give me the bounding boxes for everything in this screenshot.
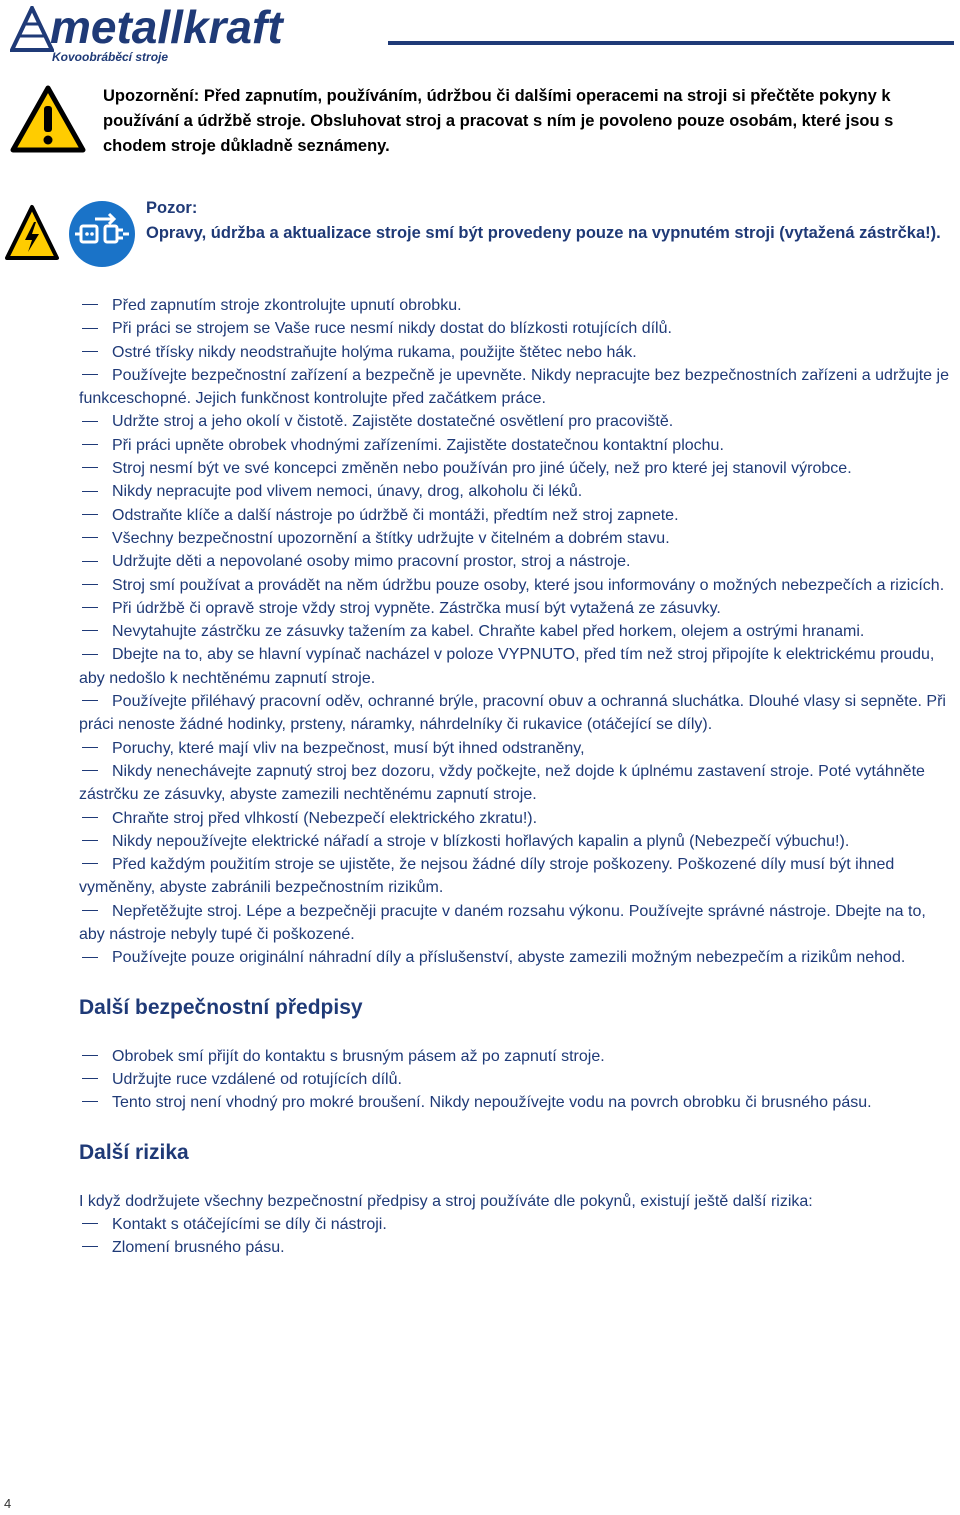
list-item-text: Udržte stroj a jeho okolí v čistotě. Zajistěte dostatečné osvětlení pro pracoviště. (112, 413, 674, 431)
dash-bullet-icon (82, 467, 98, 468)
list-item-text: Před zapnutím stroje zkontrolujte upnutí obrobku. (112, 297, 462, 314)
list-item (79, 480, 949, 503)
pozor-text (146, 196, 946, 246)
list-item-text: Kontakt s otáčejícími se díly či nástroji. (112, 1215, 387, 1233)
list-item (79, 1045, 949, 1068)
list-item-text: Všechny bezpečnostní upozornění a štítky udržujte v čitelném a dobrém stavu. (112, 529, 670, 547)
list-item-text: Udržujte ruce vzdálené od rotujících dílů. (112, 1070, 402, 1088)
list-item (79, 457, 949, 480)
safety-content (79, 294, 949, 1259)
list-item-text: Při údržbě či opravě stroje vždy stroj vypněte. Zástrčka musí být vytažená ze zásuvky. (112, 599, 721, 617)
dash-bullet-icon (82, 304, 98, 305)
list-item (79, 643, 949, 690)
warning-triangle-icon (10, 84, 86, 154)
logo-subtitle: Kovoobráběcí stroje (52, 50, 169, 64)
section-heading-predpisy: Další bezpečnostní předpisy (79, 995, 363, 1019)
list-item (79, 690, 949, 737)
list-item (79, 1068, 949, 1091)
list-item (79, 504, 949, 527)
dash-bullet-icon (82, 444, 98, 445)
dash-bullet-icon (82, 1078, 98, 1079)
list-item (79, 1213, 949, 1236)
dash-bullet-icon (82, 1101, 98, 1102)
list-item-text: Používejte přiléhavý pracovní oděv, ochranné brýle, pracovní obuv a ochranná sluchátka. Dlouhé vlasy si sepněte. Při práci nenoste žádné hodinky, prsteny, náramky, náhrdelníky či rukavice (otáčející se díly). (79, 693, 946, 734)
list-item-text: Nikdy nepoužívejte elektrické nářadí a stroje v blízkosti hořlavých kapalin a plynů (Nebezpečí výbuchu!). (112, 832, 850, 850)
dash-bullet-icon (82, 561, 98, 562)
list-item-text: Používejte bezpečnostní zařízení a bezpečně je upevněte. Nikdy nepracujte bez bezpečnostních zařízeni a udržujte je funkceschopné. Jejich funkčnost kontrolujte před začátkem práce. (79, 366, 949, 408)
list-item-text: Stroj nesmí být ve své koncepci změněn nebo používán pro jiné účely, než pro které jej stanovil výrobce. (112, 460, 852, 478)
dash-bullet-icon (82, 654, 98, 655)
list-item (79, 807, 949, 830)
list-item-text: Odstraňte klíče a další nástroje po údržbě či montáži, předtím než stroj zapnete. (112, 506, 679, 524)
list-item (79, 597, 949, 620)
list-item-text: Nepřetěžujte stroj. Lépe a bezpečněji pracujte v daném rozsahu výkonu. Používejte správné nástroje. Dbejte na to, aby nástroje nebyly tupé či poškozené. (79, 902, 926, 944)
rizika-list (79, 1213, 949, 1260)
list-item-text: Při práci upněte obrobek vhodnými zařízeními. Zajistěte dostatečnou kontaktní plochu. (112, 436, 724, 454)
list-item-text: Nikdy nenechávejte zapnutý stroj bez dozoru, vždy počkejte, než dojde k úplnému zastavení stroje. Poté vytáhněte zástrčku ze zásuvky, abyste zamezili nechtěnému zapnutí stroje. (79, 762, 925, 804)
dash-bullet-icon (82, 817, 98, 818)
list-item-text: Při práci se strojem se Vaše ruce nesmí nikdy dostat do blízkosti rotujících dílů. (112, 320, 672, 338)
list-item (79, 1091, 949, 1114)
list-item-text: Udržujte děti a nepovolané osoby mimo pracovní prostor, stroj a nástroje. (112, 553, 631, 571)
dash-bullet-icon (82, 630, 98, 631)
page-number: 4 (4, 1496, 12, 1511)
list-item (79, 410, 949, 433)
dash-bullet-icon (82, 584, 98, 585)
list-item (79, 760, 949, 807)
list-item (79, 527, 949, 550)
list-item (79, 574, 949, 597)
list-item (79, 434, 949, 457)
list-item-text: Dbejte na to, aby se hlavní vypínač nacházel v poloze VYPNUTO, před tím než stroj připojíte k elektrickému proudu, aby nedošlo k nechtěnému zapnutí stroje. (79, 646, 935, 687)
list-item-text: Tento stroj není vhodný pro mokré broušení. Nikdy nepoužívejte vodu na povrch obrobku či brusného pásu. (112, 1094, 872, 1112)
list-item-text: Před každým použitím stroje se ujistěte, že nejsou žádné díly stroje poškozeny. Poškozené díly musí být ihned vyměněny, abyste zabránili bezpečnostním rizikům. (79, 856, 895, 897)
pozor-title: Pozor: (146, 199, 198, 217)
logo-mark-icon (10, 6, 54, 56)
list-item (79, 294, 949, 317)
pozor-body: Opravy, údržba a aktualizace stroje smí být provedeny pouze na vypnutém stroji (vytažená zástrčka!). (146, 224, 941, 242)
list-item (79, 620, 949, 643)
list-item-text: Ostré třísky nikdy neodstraňujte holýma rukama, použijte štětec nebo hák. (112, 343, 637, 361)
logo-text: metallkraft (50, 1, 283, 53)
unplug-icon (67, 199, 137, 269)
list-item (79, 853, 949, 900)
dash-bullet-icon (82, 351, 98, 352)
dash-bullet-icon (82, 537, 98, 538)
list-item-text: Stroj smí používat a provádět na něm údržbu pouze osoby, které jsou informovány o možných nebezpečích a rizicích. (112, 576, 945, 594)
dash-bullet-icon (82, 607, 98, 608)
safety-list (79, 294, 949, 970)
dash-bullet-icon (82, 700, 98, 701)
list-item-text: Chraňte stroj před vlhkostí (Nebezpečí elektrického zkratu!). (112, 809, 538, 827)
dash-bullet-icon (82, 747, 98, 748)
metallkraft-logo (10, 2, 370, 68)
rizika-intro: I když dodržujete všechny bezpečnostní předpisy a stroj používáte dle pokynů, existují ještě další rizika: (79, 1192, 813, 1210)
list-item-text: Zlomení brusného pásu. (112, 1239, 285, 1257)
header-rule (388, 41, 954, 45)
dash-bullet-icon (82, 910, 98, 911)
dash-bullet-icon (82, 957, 98, 958)
list-item (79, 341, 949, 364)
dash-bullet-icon (82, 770, 98, 771)
page-header (0, 0, 960, 70)
warning-text: Upozornění: Před zapnutím, používáním, údržbou či dalšími operacemi na stroji si přečtěte pokyny k používání a údržbě stroje. Obsluhovat stroj a pracovat s ním je povoleno pouze osobám, které jsou s chodem stroje důkladně seznámeny. (103, 87, 894, 155)
dash-bullet-icon (82, 840, 98, 841)
list-item (79, 946, 949, 969)
list-item (79, 364, 949, 411)
dash-bullet-icon (82, 514, 98, 515)
section-heading-rizika: Další rizika (79, 1140, 189, 1164)
list-item (79, 900, 949, 947)
list-item-text: Obrobek smí přijít do kontaktu s brusným pásem až po zapnutí stroje. (112, 1047, 605, 1065)
list-item-text: Nikdy nepracujte pod vlivem nemoci, únavy, drog, alkoholu či léků. (112, 483, 583, 501)
dash-bullet-icon (82, 328, 98, 329)
list-item-text: Poruchy, které mají vliv na bezpečnost, musí být ihned odstraněny, (112, 739, 585, 757)
list-item-text: Používejte pouze originální náhradní díly a příslušenství, abyste zamezili možným nebezpečím a rizikům nehod. (112, 949, 906, 967)
dash-bullet-icon (82, 1055, 98, 1056)
dash-bullet-icon (82, 491, 98, 492)
dash-bullet-icon (82, 1223, 98, 1224)
dash-bullet-icon (82, 421, 98, 422)
predpisy-list (79, 1045, 949, 1115)
list-item (79, 550, 949, 573)
list-item-text: Nevytahujte zástrčku ze zásuvky tažením za kabel. Chraňte kabel před horkem, olejem a ostrými hranami. (112, 623, 865, 641)
dash-bullet-icon (82, 374, 98, 375)
dash-bullet-icon (82, 1246, 98, 1247)
dash-bullet-icon (82, 863, 98, 864)
list-item (79, 1236, 949, 1259)
list-item (79, 317, 949, 340)
list-item (79, 830, 949, 853)
list-item (79, 737, 949, 760)
electric-hazard-icon (4, 204, 60, 262)
